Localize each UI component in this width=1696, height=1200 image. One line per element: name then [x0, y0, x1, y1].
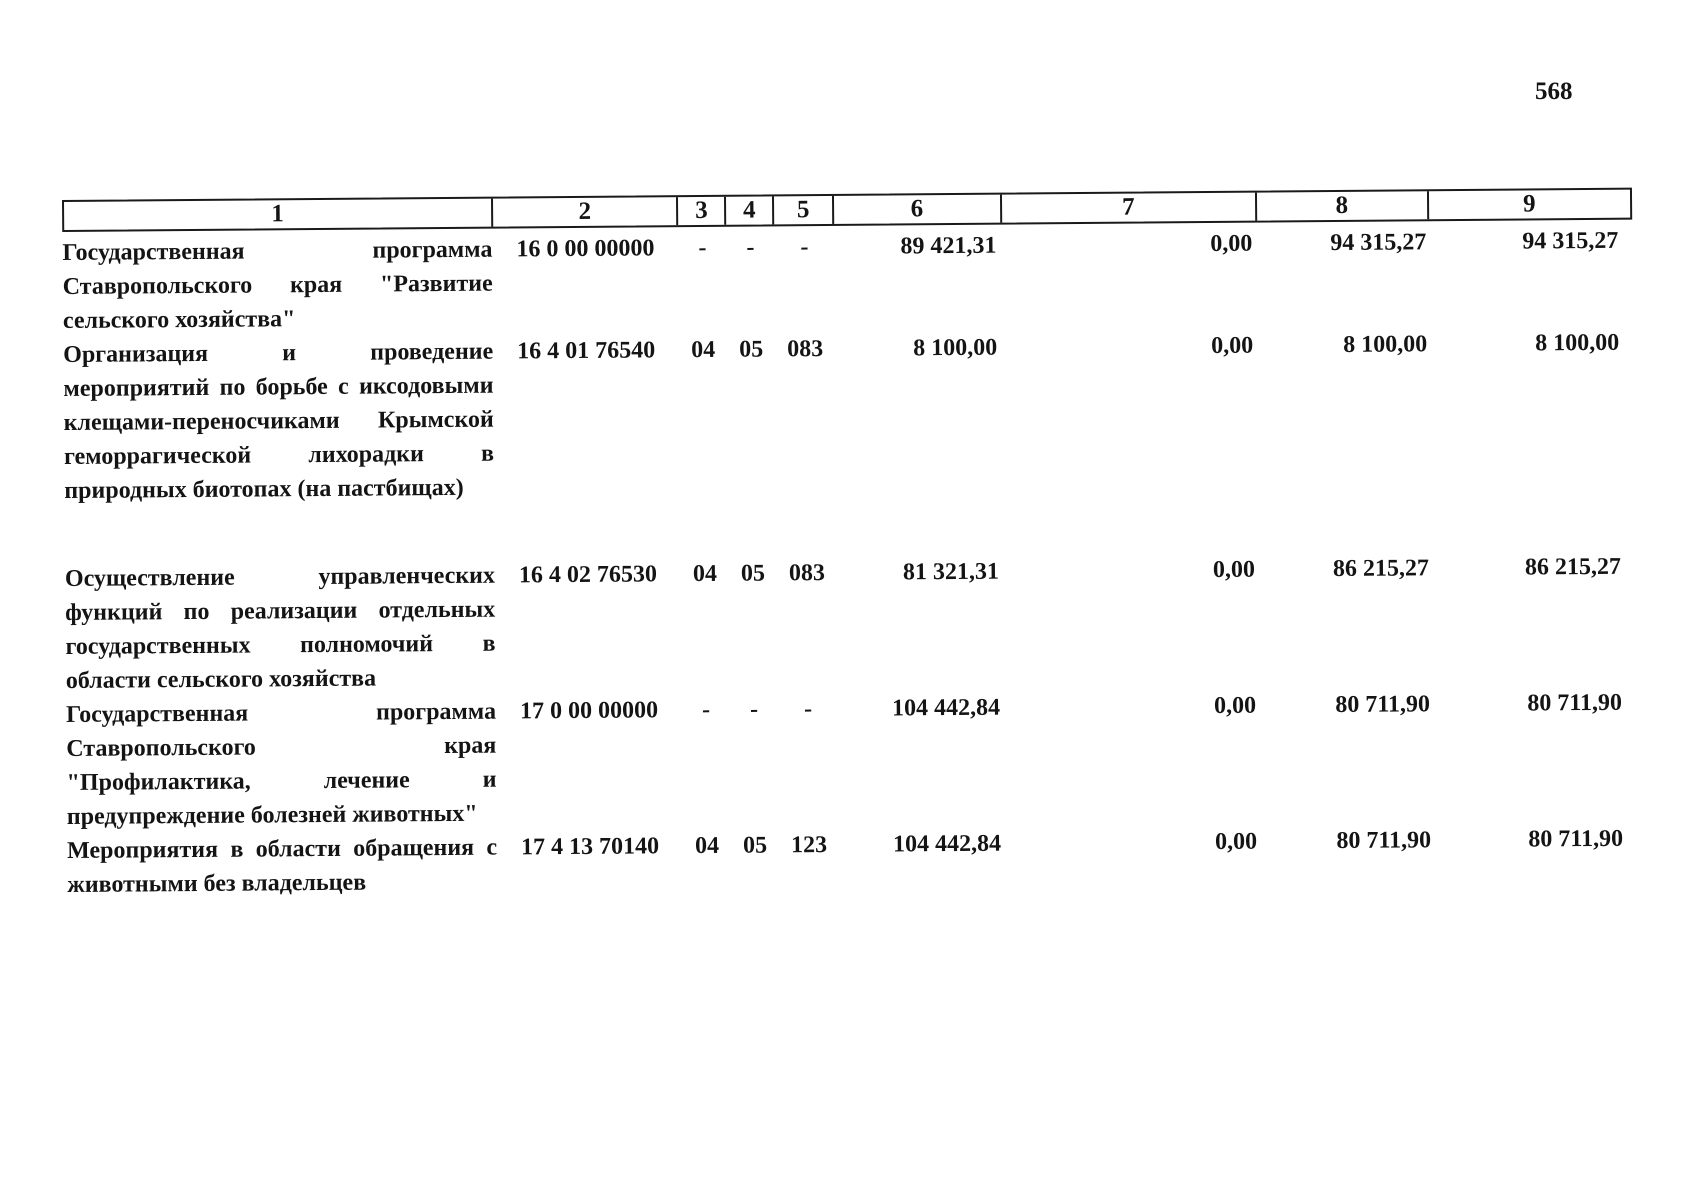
row-col-6: 89 421,31: [900, 232, 997, 260]
row-col-3: 04: [691, 336, 716, 364]
column-header-3: 3: [678, 197, 726, 225]
column-header-5: 5: [774, 196, 834, 224]
table-row: [65, 550, 1636, 698]
row-name: Государственная программа Ставропольского края "Развитие сельского хозяйства": [62, 236, 493, 334]
row-col-8: 94 315,27: [1330, 229, 1427, 257]
row-col-9: 8 100,00: [1535, 329, 1620, 357]
row-col-6: 104 442,84: [891, 694, 1001, 722]
row-col-5: -: [803, 696, 813, 723]
row-col-9: 86 215,27: [1524, 553, 1622, 581]
row-col-7: 0,00: [1214, 828, 1258, 855]
column-header-6: 6: [834, 195, 1002, 224]
row-code: 16 4 01 76540: [517, 337, 656, 365]
row-col-4: -: [746, 234, 755, 261]
table-row: [62, 224, 1633, 338]
row-col-5: 083: [787, 336, 824, 363]
row-col-3: -: [698, 234, 707, 262]
row-col-3: 04: [692, 560, 718, 588]
table-row: [67, 822, 1637, 902]
row-col-4: 05: [739, 336, 764, 363]
row-col-9: 80 711,90: [1527, 689, 1623, 717]
row-col-8: 80 711,90: [1336, 827, 1432, 855]
row-code: 16 0 00 00000: [516, 235, 655, 263]
page-number: 568: [1535, 78, 1573, 105]
row-col-8: 86 215,27: [1332, 555, 1430, 583]
row-col-3: -: [701, 696, 711, 723]
column-header-2: 2: [493, 197, 679, 226]
row-col-8: 80 711,90: [1335, 691, 1431, 719]
row-col-5: 123: [790, 832, 828, 859]
column-header-8: 8: [1257, 191, 1429, 220]
row-col-6: 104 442,84: [892, 830, 1002, 858]
row-col-7: 0,00: [1211, 332, 1254, 359]
row-col-4: 05: [740, 560, 766, 587]
row-col-5: 083: [788, 560, 826, 587]
row-col-7: 0,00: [1212, 556, 1256, 583]
column-header-1: 1: [64, 199, 493, 230]
row-col-5: -: [800, 234, 809, 261]
row-name: Осуществление управленческих функций по реализации отдельных государственных полномочий в области сельского хозяйства: [64, 562, 496, 694]
row-code: 16 4 02 76530: [518, 561, 658, 589]
row-name: Государственная программа Ставропольского края "Профилактика, лечение и предупреждение болезней животных": [65, 698, 497, 830]
row-col-9: 94 315,27: [1522, 227, 1619, 255]
row-col-3: 04: [694, 832, 720, 860]
column-header-7: 7: [1002, 193, 1258, 223]
table-row: [66, 686, 1637, 834]
row-col-4: 05: [742, 832, 768, 859]
row-col-4: -: [749, 696, 759, 723]
budget-table: [62, 188, 1637, 902]
row-col-9: 80 711,90: [1528, 825, 1624, 853]
column-header-9: 9: [1522, 190, 1536, 218]
row-name: Мероприятия в области обращения с животными без владельцев: [67, 834, 498, 898]
row-col-7: 0,00: [1213, 692, 1257, 719]
table-row: [63, 326, 1634, 508]
row-col-8: 8 100,00: [1343, 331, 1428, 358]
row-col-6: 8 100,00: [913, 334, 998, 362]
row-code: 17 0 00 00000: [519, 697, 659, 725]
row-col-7: 0,00: [1210, 230, 1253, 257]
row-code: 17 4 13 70140: [520, 833, 660, 861]
column-header-4: 4: [726, 196, 774, 224]
row-name: Организация и проведение мероприятий по борьбе с иксодовыми клещами-переносчиками Крымской геморрагической лихорадки в природных биотопах (на пастбищах): [63, 338, 495, 504]
row-col-6: 81 321,31: [902, 558, 1000, 586]
